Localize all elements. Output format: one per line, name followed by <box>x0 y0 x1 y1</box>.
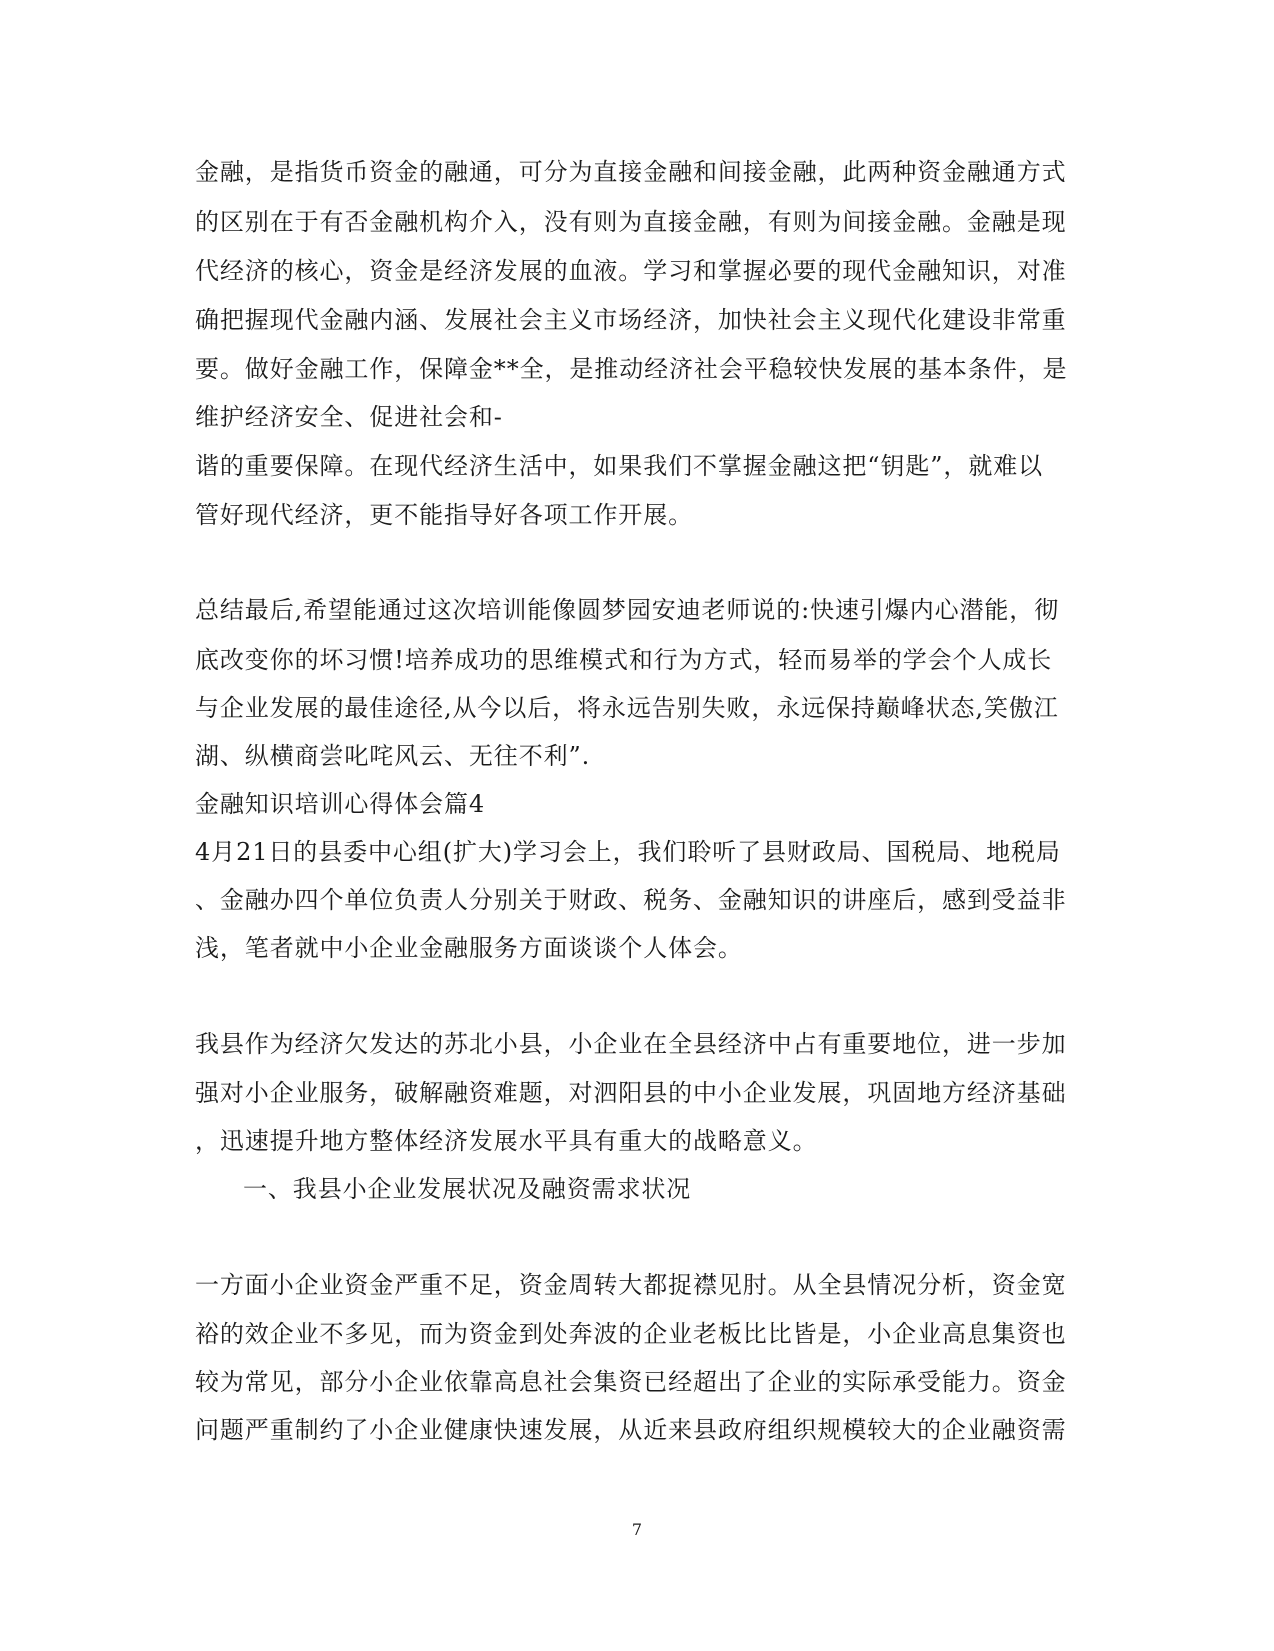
text-line: 问题严重制约了小企业健康快速发展，从近来县政府组织规模较大的企业融资需 <box>195 1416 1067 1444</box>
text-line: 底改变你的坏习惯!培养成功的思维模式和行为方式，轻而易举的学会个人成长 <box>195 646 1053 674</box>
text-line: 湖、纵横商尝叱咤风云、无往不利”. <box>195 742 591 770</box>
text-line: 总结最后,希望能通过这次培训能像圆梦园安迪老师说的:快速引爆内心潜能，彻 <box>195 596 1060 624</box>
text-line: 代经济的核心，资金是经济发展的血液。学习和掌握必要的现代金融知识，对准 <box>195 257 1067 285</box>
text-line: 维护经济安全、促进社会和- <box>195 403 503 431</box>
text-line: 谐的重要保障。在现代经济生活中，如果我们不掌握金融这把“钥匙”，就难以 <box>195 452 1044 480</box>
text-line: 与企业发展的最佳途径,从今以后，将永远告别失败，永远保持巅峰状态,笑傲江 <box>195 694 1059 722</box>
text-line: 确把握现代金融内涵、发展社会主义市场经济，加快社会主义现代化建设非常重 <box>195 306 1067 334</box>
section-heading: 金融知识培训心得体会篇4 <box>195 790 486 818</box>
text-line: 金融，是指货币资金的融通，可分为直接金融和间接金融，此两种资金融通方式 <box>195 158 1067 186</box>
text-line: 、金融办四个单位负责人分别关于财政、税务、金融知识的讲座后，感到受益非 <box>195 886 1067 914</box>
text-line: 我县作为经济欠发达的苏北小县，小企业在全县经济中占有重要地位，进一步加 <box>195 1030 1067 1058</box>
text-line: 要。做好金融工作，保障金**全，是推动经济社会平稳较快发展的基本条件，是 <box>195 355 1068 383</box>
text-line: 4月21日的县委中心组(扩大)学习会上，我们聆听了县财政局、国税局、地税局 <box>195 838 1061 866</box>
page-number: 7 <box>631 1520 643 1539</box>
text-line: 强对小企业服务，破解融资难题，对泗阳县的中小企业发展，巩固地方经济基础 <box>195 1079 1067 1107</box>
text-line: ，迅速提升地方整体经济发展水平具有重大的战略意义。 <box>195 1127 818 1155</box>
text-line: 一方面小企业资金严重不足，资金周转大都捉襟见肘。从全县情况分析，资金宽 <box>195 1271 1067 1299</box>
subsection-heading: 一、我县小企业发展状况及融资需求状况 <box>243 1175 692 1203</box>
text-line: 裕的效企业不多见，而为资金到处奔波的企业老板比比皆是，小企业高息集资也 <box>195 1320 1067 1348</box>
text-line: 较为常见，部分小企业依靠高息社会集资已经超出了企业的实际承受能力。资金 <box>195 1368 1067 1396</box>
text-line: 浅，笔者就中小企业金融服务方面谈谈个人体会。 <box>195 934 743 962</box>
text-line: 管好现代经济，更不能指导好各项工作开展。 <box>195 501 693 529</box>
text-line: 的区别在于有否金融机构介入，没有则为直接金融，有则为间接金融。金融是现 <box>195 208 1067 236</box>
